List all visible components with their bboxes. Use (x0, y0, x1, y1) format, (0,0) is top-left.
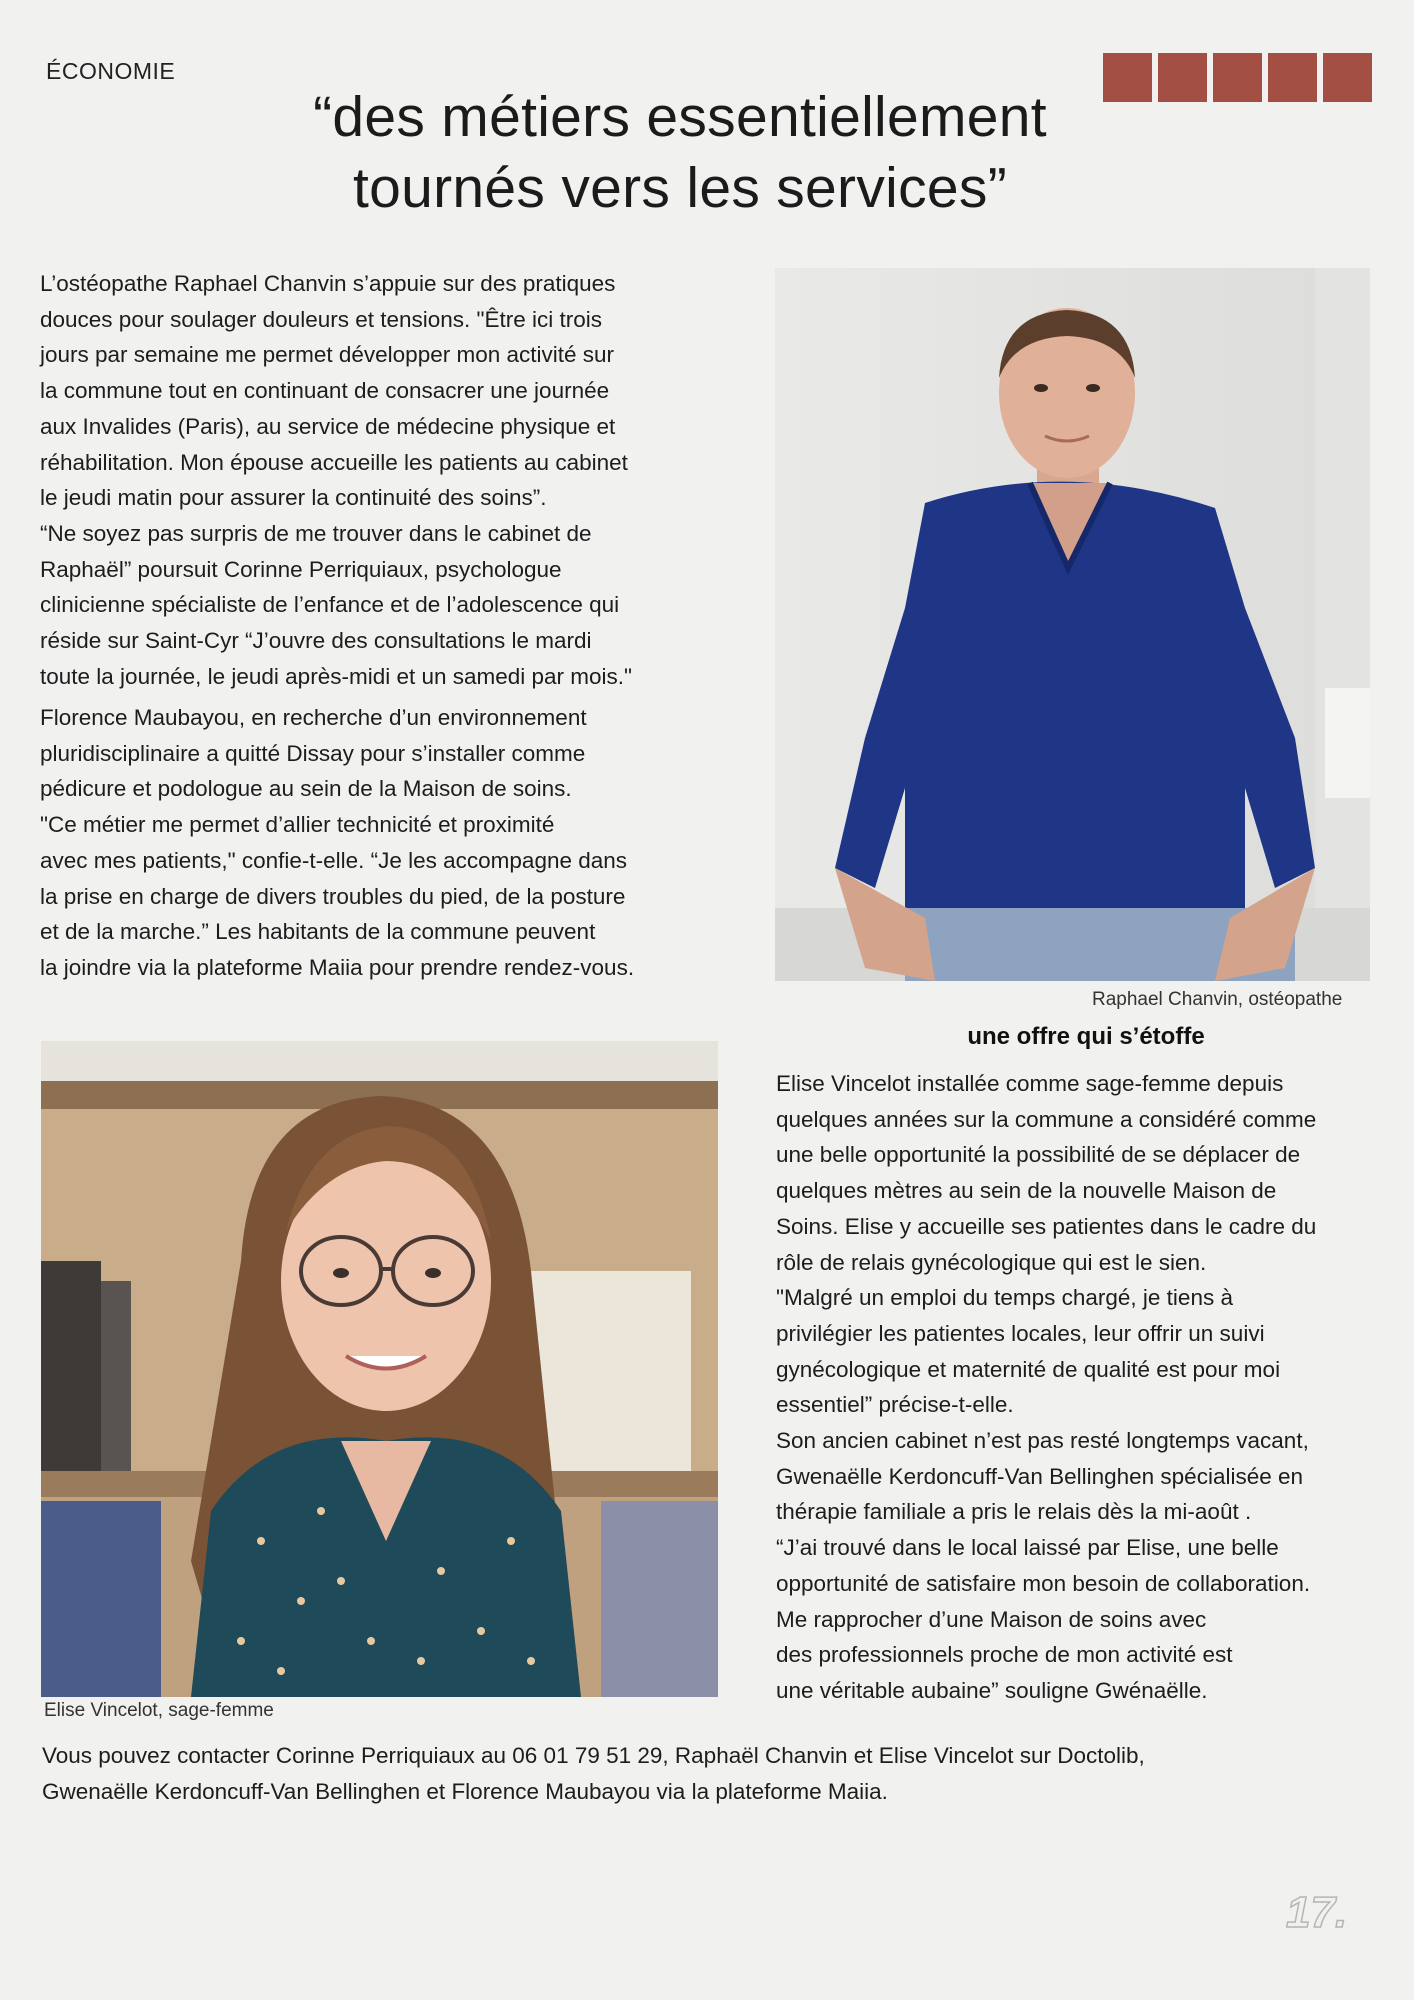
text-line: Me rapprocher d’une Maison de soins avec (776, 1606, 1207, 1632)
photo-raphael-chanvin (775, 268, 1370, 981)
page-number: 17. (1286, 1888, 1348, 1937)
text-line: privilégier les patientes locales, leur offrir un suivi (776, 1320, 1265, 1346)
square (1268, 53, 1317, 102)
text-line: "Ce métier me permet d’allier technicité et proximité (40, 812, 555, 838)
text-line: toute la journée, le jeudi après-midi et un samedi par mois." (40, 663, 633, 689)
text-line: Elise Vincelot installée comme sage-femme depuis (776, 1071, 1284, 1096)
text-line: quelques mètres au sein de la nouvelle Maison de (776, 1178, 1277, 1204)
photo-caption-1: Raphael Chanvin, ostéopathe (1092, 989, 1343, 1010)
article-subheading: une offre qui s’étoffe (967, 1023, 1205, 1050)
article-paragraph-2 (40, 700, 740, 986)
text-line: une belle opportunité la possibilité de se déplacer de (776, 1142, 1301, 1168)
text-line: gynécologique et maternité de qualité est pour moi (776, 1356, 1281, 1382)
text-line: réside sur Saint-Cyr “J’ouvre des consultations le mardi (40, 628, 592, 654)
text-line: avec mes patients," confie-t-elle. “Je les accompagne dans (40, 847, 628, 873)
article-paragraph-3 (776, 1066, 1396, 1709)
text-line: rôle de relais gynécologique qui est le sien. (776, 1249, 1207, 1275)
portrait-illustration (41, 1041, 718, 1697)
headline-line: “des métiers essentiellement (313, 85, 1047, 149)
text-line: le jeudi matin pour assurer la continuité des soins”. (40, 485, 547, 511)
headline (210, 82, 1150, 224)
text-line: réhabilitation. Mon épouse accueille les patients au cabinet (40, 449, 628, 475)
text-line: une véritable aubaine” souligne Gwénaëlle. (776, 1677, 1208, 1703)
text-line: “Ne soyez pas surpris de me trouver dans le cabinet de (40, 520, 592, 546)
text-line: quelques années sur la commune a considéré comme (776, 1106, 1317, 1132)
text-line: Gwenaëlle Kerdoncuff-Van Bellinghen et Florence Maubayou via la plateforme Maiia. (42, 1778, 888, 1804)
text-line: Vous pouvez contacter Corinne Perriquiaux au 06 01 79 51 29, Raphaël Chanvin et Elise Vincelot sur Doctolib, (42, 1743, 1145, 1768)
text-line: la joindre via la plateforme Maiia pour prendre rendez-vous. (40, 954, 635, 980)
text-line: essentiel” précise-t-elle. (776, 1392, 1014, 1418)
article-paragraph-1 (40, 266, 740, 694)
text-line: Florence Maubayou, en recherche d’un environnement (40, 705, 587, 730)
text-line: la prise en charge de divers troubles du pied, de la posture (40, 883, 626, 909)
text-line: “J’ai trouvé dans le local laissé par Elise, une belle (776, 1535, 1279, 1561)
text-line: des professionnels proche de mon activité est (776, 1642, 1233, 1668)
square (1323, 53, 1372, 102)
text-line: "Malgré un emploi du temps chargé, je tiens à (776, 1285, 1233, 1311)
text-line: L’ostéopathe Raphael Chanvin s’appuie sur des pratiques (40, 271, 616, 296)
text-line: Son ancien cabinet n’est pas resté longtemps vacant, (776, 1428, 1309, 1454)
text-line: aux Invalides (Paris), au service de médecine physique et (40, 413, 616, 439)
text-line: Gwenaëlle Kerdoncuff-Van Bellinghen spécialisée en (776, 1463, 1304, 1489)
text-line: et de la marche.” Les habitants de la commune peuvent (40, 919, 596, 945)
text-line: jours par semaine me permet développer mon activité sur (40, 342, 615, 368)
square (1213, 53, 1262, 102)
text-line: la commune tout en continuant de consacrer une journée (40, 378, 610, 404)
text-line: Raphaël” poursuit Corinne Perriquiaux, psychologue (40, 556, 562, 582)
text-line: Soins. Elise y accueille ses patientes dans le cadre du (776, 1213, 1317, 1239)
text-line: opportunité de satisfaire mon besoin de collaboration. (776, 1570, 1311, 1596)
section-label: ÉCONOMIE (46, 58, 176, 84)
photo-elise-vincelot (41, 1041, 718, 1697)
contact-paragraph (42, 1738, 1382, 1809)
text-line: clinicienne spécialiste de l’enfance et de l’adolescence qui (40, 592, 620, 618)
text-line: thérapie familiale a pris le relais dès la mi-août . (776, 1499, 1252, 1525)
square (1158, 53, 1207, 102)
headline-line: tournés vers les services” (352, 156, 1007, 220)
portrait-illustration (775, 268, 1370, 981)
photo-caption-2: Elise Vincelot, sage-femme (44, 1700, 274, 1721)
text-line: pluridisciplinaire a quitté Dissay pour s’installer comme (40, 740, 586, 766)
text-line: douces pour soulager douleurs et tensions. "Être ici trois (40, 306, 603, 332)
text-line: pédicure et podologue au sein de la Maison de soins. (40, 776, 572, 802)
